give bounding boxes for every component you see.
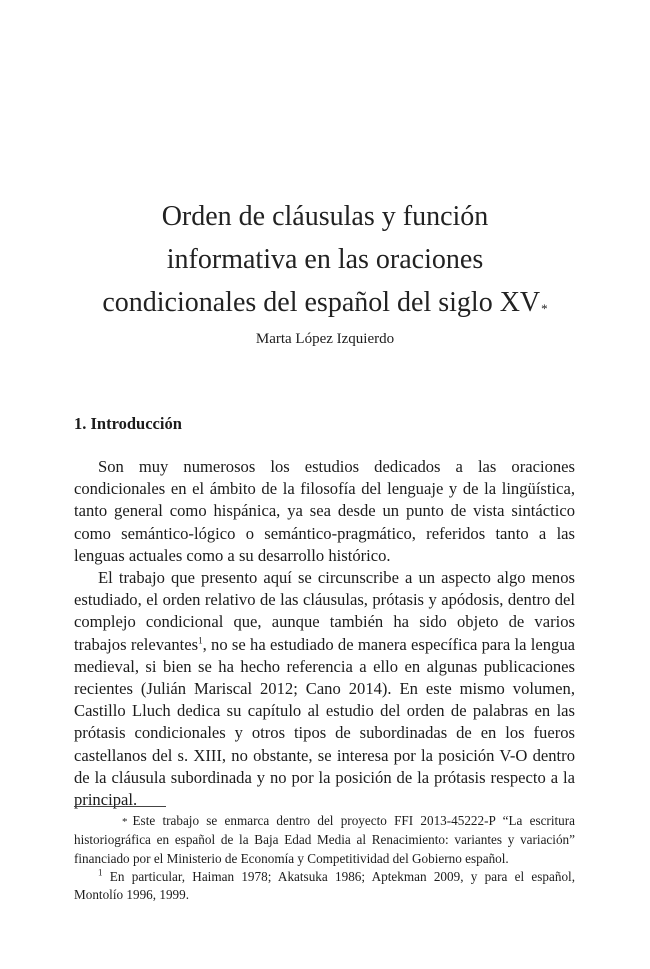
footnote-1-text: En particular, Haiman 1978; Akatsuka 1986; Aptekman 2009, y para el español, Montolío 1996, 1999. <box>74 868 576 903</box>
body-text <box>74 456 575 811</box>
paragraph-1-text: Son muy numerosos los estudios dedicados a las oraciones condicionales en el ámbito de la filosofía del lenguaje y de la lingüística, tanto general como hispánica, ya sea desde un punto de vista sintáctico como semántico-lógico o semántico-pragmático, referidos tanto a las lenguas actuales como a su desarrollo histórico. <box>74 457 575 565</box>
author-name: Marta López Izquierdo <box>255 331 395 347</box>
footnote-star-mark: * <box>122 816 128 828</box>
paragraph-2-text-a: El trabajo que presento aquí se circunscribe a un aspecto algo menos estudiado, el orden relativo de las cláusulas, prótasis y apódosis, dentro del complejo condicional que, aunque también ha sido objeto de varios trabajos relevantes <box>74 568 575 654</box>
footnote-star <box>74 812 575 868</box>
section-heading: 1. Introducción <box>74 414 182 433</box>
chapter-title-line-1: Orden de cláusulas y función <box>161 200 489 232</box>
footnote-1 <box>74 868 575 905</box>
chapter-title-line-3: condicionales del español del siglo XV <box>102 286 541 318</box>
footnote-reference-1: 1 <box>198 635 203 646</box>
paragraph-2 <box>74 567 575 811</box>
footnote-separator <box>74 806 166 807</box>
title-footnote-marker: * <box>541 300 548 316</box>
chapter-title-line-2: informativa en las oraciones <box>166 243 484 275</box>
footnote-star-text: Este trabajo se enmarca dentro del proyecto FFI 2013-45222-P “La escritura historiográfica en español de la Baja Edad Media al Renacimiento: variantes y variación” financiado por el Ministerio de Economía y Competitividad del Gobierno español. <box>74 813 575 866</box>
paragraph-2-text-b: , no se ha estudiado de manera específica para la lengua medieval, si bien se ha hecho referencia a ello en algunas publicaciones recientes (Julián Mariscal 2012; Cano 2014). En este mismo volumen, Castillo Lluch dedica su capítulo al estudio del orden de palabras en las prótasis condicionales y otros tipos de subordinadas de en los fueros castellanos del s. XIII, no obstante, se interesa por la posición V-O dentro de la cláusula subordinada y no por la posición de la prótasis respecto a la principal. <box>74 634 575 810</box>
footnotes <box>74 812 575 904</box>
chapter-title <box>60 195 590 324</box>
paragraph-1 <box>74 456 575 567</box>
footnote-1-mark: 1 <box>98 867 103 878</box>
